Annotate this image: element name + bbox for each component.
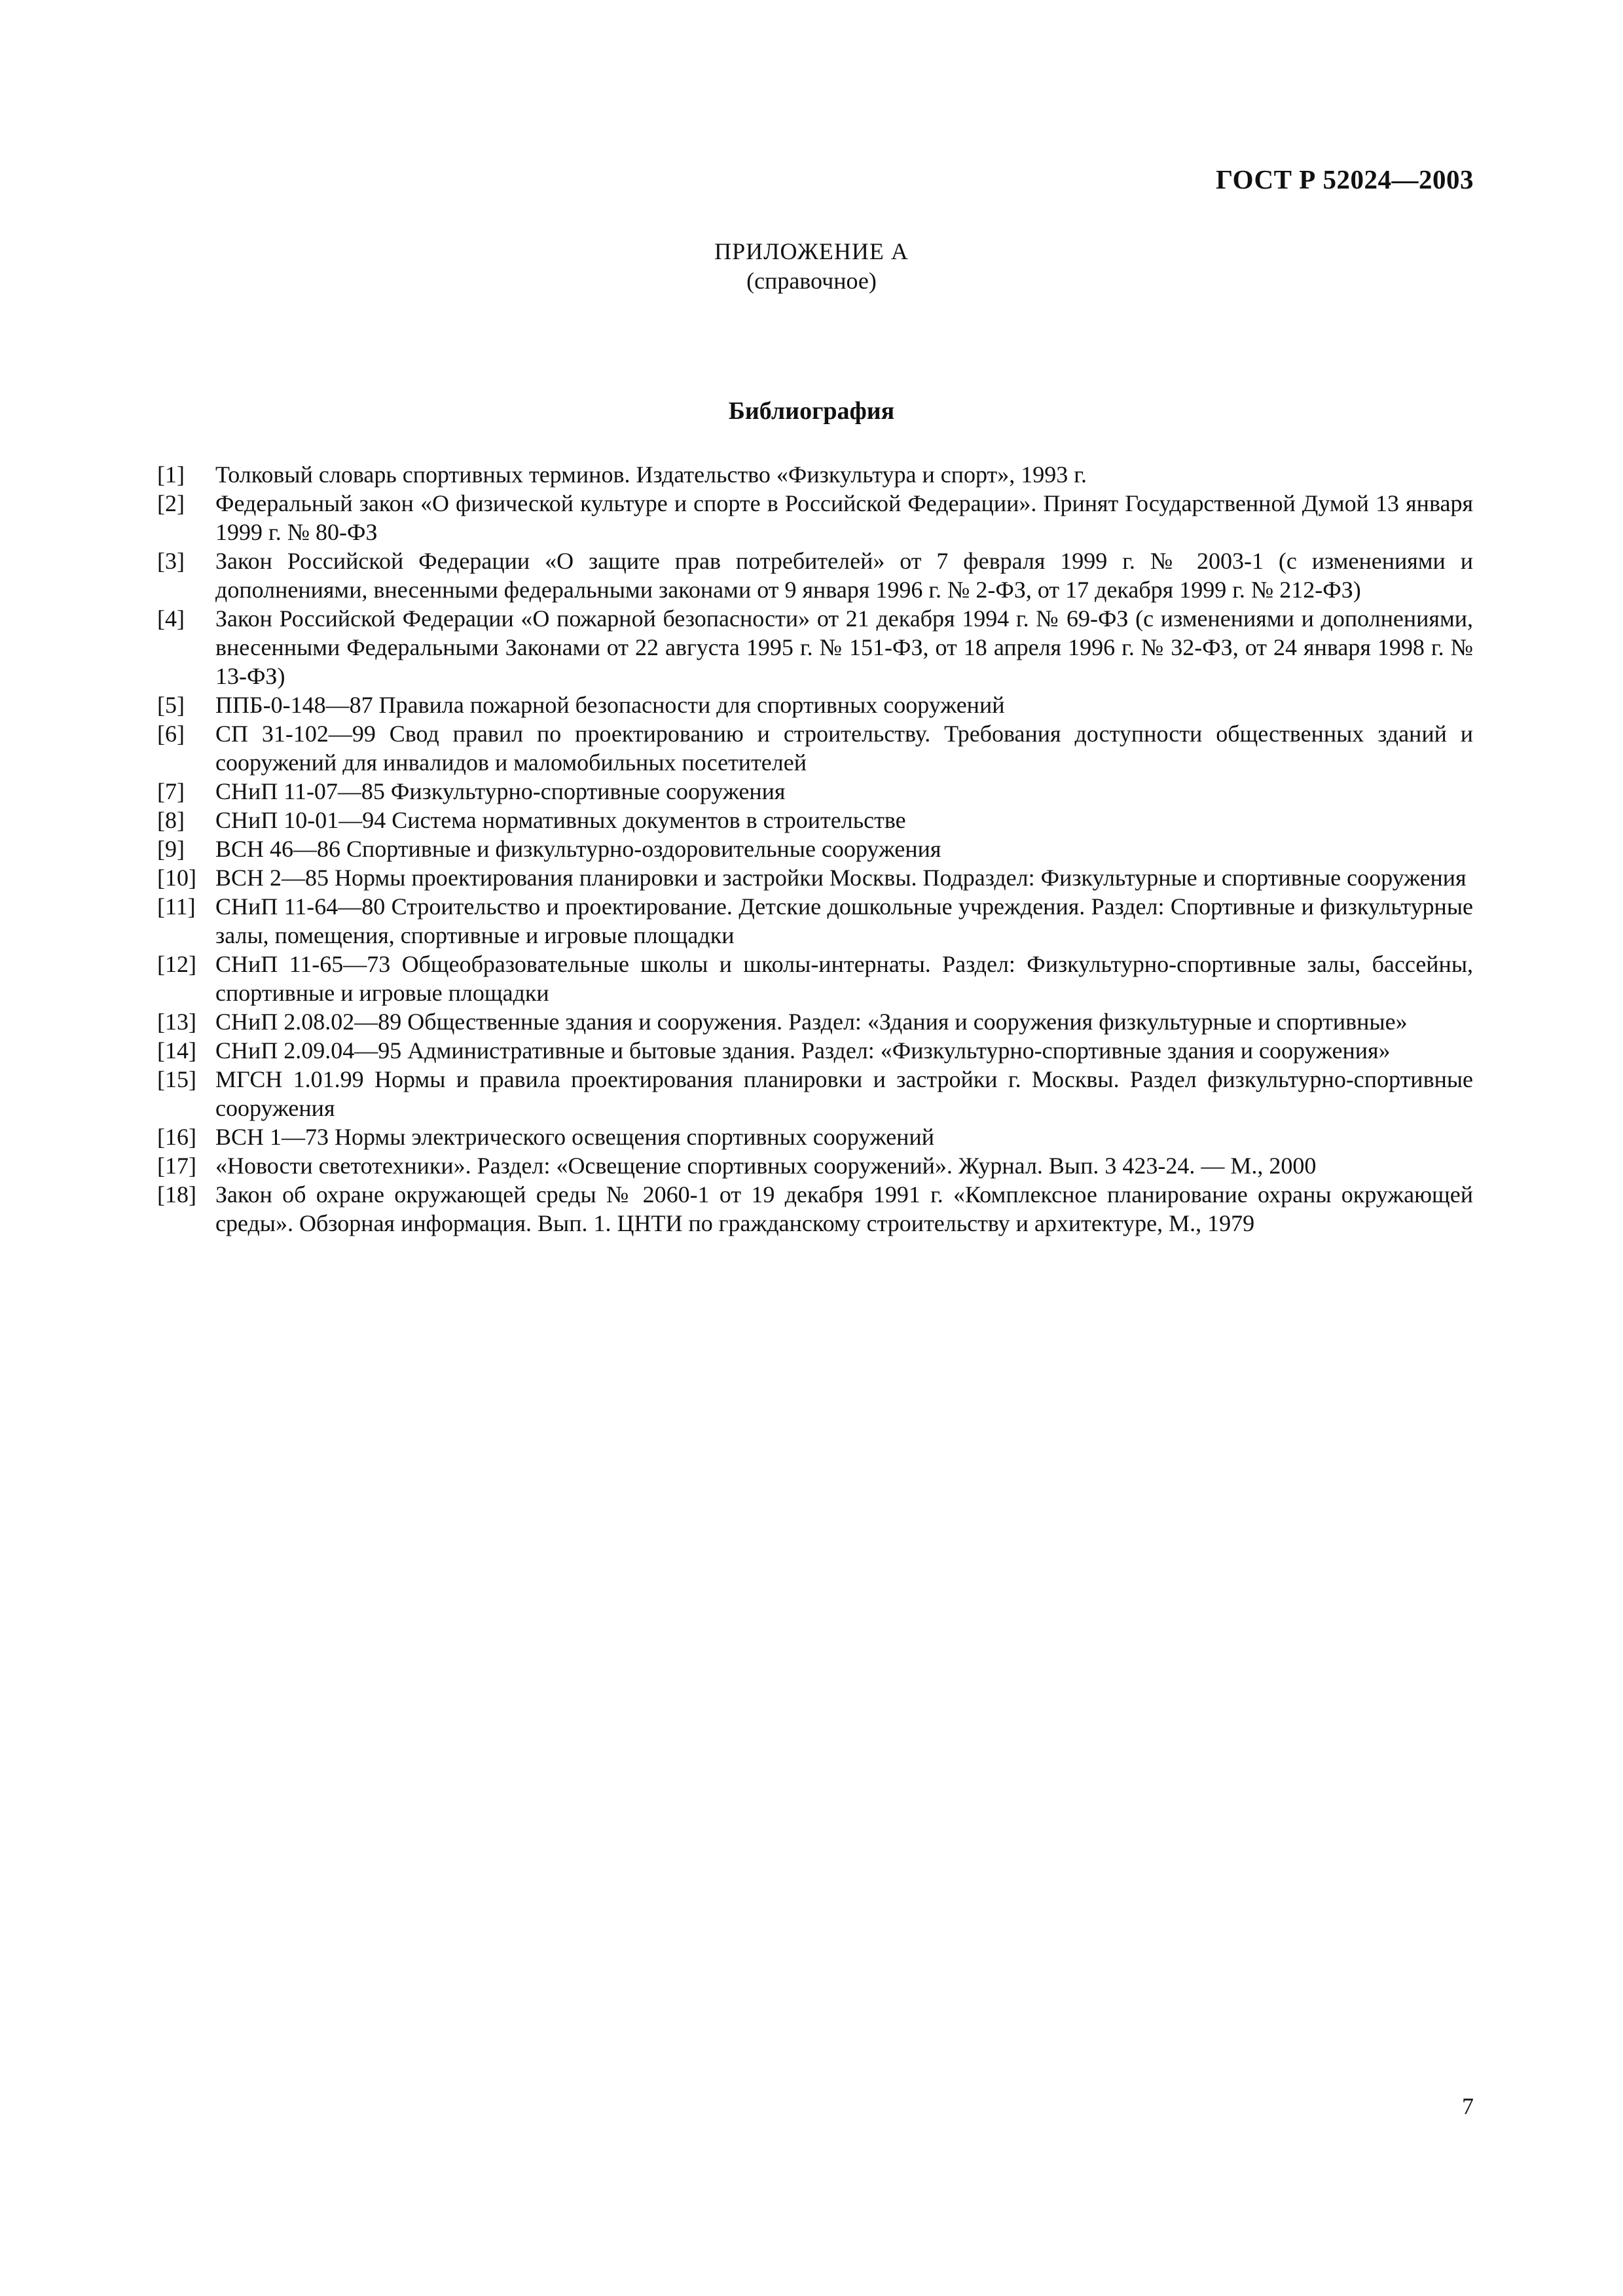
bibliography-item-number: [14] bbox=[157, 1037, 196, 1064]
bibliography-item bbox=[157, 950, 1473, 1007]
bibliography-item-number: [7] bbox=[157, 778, 185, 804]
bibliography-item bbox=[157, 1007, 1473, 1036]
bibliography-item-text: ВСН 2—85 Нормы проектирования планировки и застройки Москвы. Подраздел: Физкультурные и спортивные сооружения bbox=[215, 865, 1467, 891]
bibliography-item-text: СНиП 11-65—73 Общеобразовательные школы и школы-интернаты. Раздел: Физкультурно-спортивные залы, бассейны, спортивные и игровые площадки bbox=[215, 951, 1473, 1006]
bibliography-item bbox=[157, 1065, 1473, 1122]
bibliography-item-text: ВСН 46—86 Спортивные и физкультурно-оздоровительные сооружения bbox=[215, 836, 941, 862]
bibliography-item-number: [8] bbox=[157, 807, 185, 833]
bibliography-item bbox=[157, 719, 1473, 777]
bibliography-item-text: МГСН 1.01.99 Нормы и правила проектирования планировки и застройки г. Москвы. Раздел физкультурно-спортивные сооружения bbox=[215, 1066, 1473, 1121]
bibliography-item-number: [1] bbox=[157, 461, 185, 488]
bibliography-item-text: Закон об охране окружающей среды № 2060-1 от 19 декабря 1991 г. «Комплексное планирование охраны окружающей среды». Обзорная информация. Вып. 1. ЦНТИ по гражданскому строительству и архитектуре, М., 1979 bbox=[215, 1181, 1473, 1236]
bibliography-item bbox=[157, 691, 1473, 719]
bibliography-item bbox=[157, 777, 1473, 806]
bibliography-list bbox=[157, 460, 1473, 1238]
bibliography-item-number: [16] bbox=[157, 1124, 196, 1150]
bibliography-item-number: [6] bbox=[157, 721, 185, 747]
appendix-subtitle: (справочное) bbox=[746, 268, 877, 294]
bibliography-item-number: [12] bbox=[157, 951, 196, 977]
bibliography-item-number: [5] bbox=[157, 692, 185, 718]
bibliography-item-text: СНиП 2.09.04—95 Административные и бытовые здания. Раздел: «Физкультурно-спортивные здания и сооружения» bbox=[215, 1037, 1391, 1064]
bibliography-item bbox=[157, 1151, 1473, 1180]
bibliography-item-number: [10] bbox=[157, 865, 196, 891]
bibliography-item-number: [17] bbox=[157, 1153, 196, 1179]
bibliography-item-number: [3] bbox=[157, 548, 185, 574]
page-number: 7 bbox=[1462, 2093, 1474, 2119]
appendix-title: ПРИЛОЖЕНИЕ А bbox=[714, 238, 909, 264]
bibliography-item-number: [13] bbox=[157, 1009, 196, 1035]
bibliography-item bbox=[157, 547, 1473, 604]
bibliography-item bbox=[157, 460, 1473, 489]
bibliography-item-text: СНиП 2.08.02—89 Общественные здания и сооружения. Раздел: «Здания и сооружения физкультурные и спортивные» bbox=[215, 1009, 1408, 1035]
bibliography-item-text: ППБ-0-148—87 Правила пожарной безопасности для спортивных сооружений bbox=[215, 692, 1005, 718]
bibliography-item-text: Толковый словарь спортивных терминов. Издательство «Физкультура и спорт», 1993 г. bbox=[215, 461, 1087, 488]
bibliography-item-text: ВСН 1—73 Нормы электрического освещения спортивных сооружений bbox=[215, 1124, 934, 1150]
bibliography-item-text: СНиП 10-01—94 Система нормативных документов в строительстве bbox=[215, 807, 906, 833]
bibliography-item-number: [4] bbox=[157, 605, 185, 632]
bibliography-item-text: Закон Российской Федерации «О пожарной безопасности» от 21 декабря 1994 г. № 69-ФЗ (с изменениями и дополнениями, внесенными Федеральными Законами от 22 августа 1995 г. № 151-ФЗ, от 18 апреля 1996 г. № 32-ФЗ, от 24 января 1998 г. № 13-ФЗ) bbox=[215, 605, 1473, 689]
bibliography-item-number: [9] bbox=[157, 836, 185, 862]
bibliography-item bbox=[157, 1036, 1473, 1065]
bibliography-item-text: Федеральный закон «О физической культуре и спорте в Российской Федерации». Принят Государственной Думой 13 января 1999 г. № 80-ФЗ bbox=[215, 490, 1473, 545]
bibliography-item-text: СП 31-102—99 Свод правил по проектированию и строительству. Требования доступности общественных зданий и сооружений для инвалидов и маломобильных посетителей bbox=[215, 721, 1473, 776]
bibliography-item-number: [18] bbox=[157, 1181, 196, 1208]
bibliography-item-text: Закон Российской Федерации «О защите прав потребителей» от 7 февраля 1999 г. № 2003-1 (с изменениями и дополнениями, внесенными федеральными законами от 9 января 1996 г. № 2-ФЗ, от 17 декабря 1999 г. № 212-ФЗ) bbox=[215, 548, 1473, 603]
bibliography-item-number: [15] bbox=[157, 1066, 196, 1092]
bibliography-title: Библиография bbox=[728, 397, 895, 425]
bibliography-item bbox=[157, 863, 1473, 892]
bibliography-item bbox=[157, 1122, 1473, 1151]
bibliography-item-number: [2] bbox=[157, 490, 185, 516]
bibliography-item-text: «Новости светотехники». Раздел: «Освещение спортивных сооружений». Журнал. Вып. 3 423-24. — М., 2000 bbox=[215, 1153, 1317, 1179]
bibliography-item bbox=[157, 834, 1473, 863]
bibliography-item bbox=[157, 604, 1473, 691]
standard-code: ГОСТ Р 52024—2003 bbox=[1216, 164, 1474, 194]
bibliography-item bbox=[157, 806, 1473, 834]
bibliography-item bbox=[157, 1180, 1473, 1238]
bibliography-item bbox=[157, 489, 1473, 547]
bibliography-item-number: [11] bbox=[157, 893, 196, 920]
bibliography-item-text: СНиП 11-07—85 Физкультурно-спортивные сооружения bbox=[215, 778, 786, 804]
bibliography-item bbox=[157, 892, 1473, 950]
bibliography-item-text: СНиП 11-64—80 Строительство и проектирование. Детские дошкольные учреждения. Раздел: Спортивные и физкультурные залы, помещения, спортивные и игровые площадки bbox=[215, 893, 1473, 948]
